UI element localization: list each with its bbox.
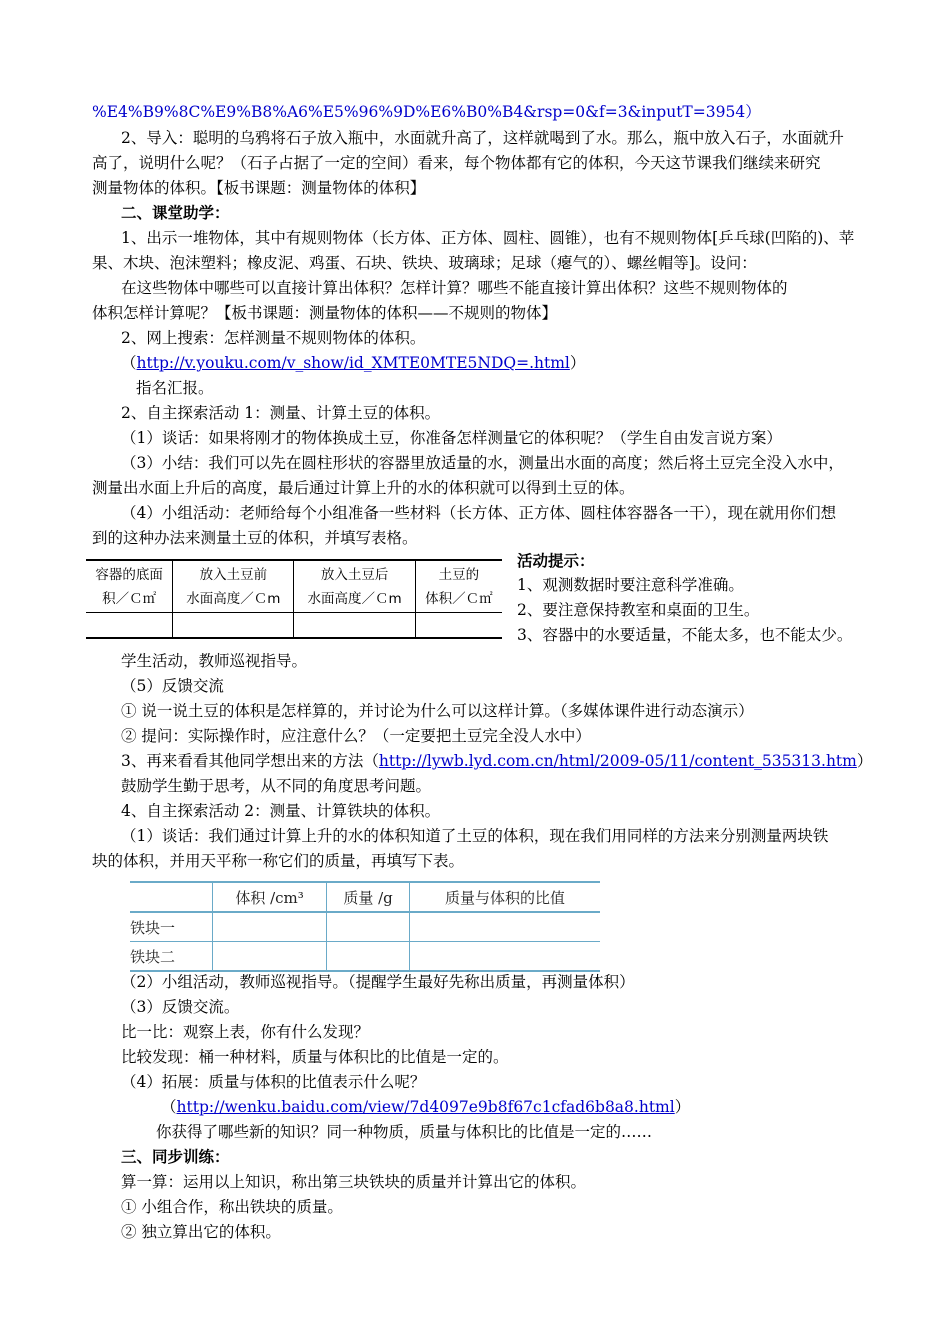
table-cell [86,613,173,639]
iron-block-table [130,881,600,972]
table-corner-cell [130,882,213,912]
lywb-link[interactable]: http://lywb.lyd.com.cn/html/2009-05/11/content_535313.htm [378,752,857,770]
paragraph-line: 2、导入：聪明的乌鸦将石子放入瓶中，水面就升高了，这样就喝到了水。那么，瓶中放入石子，水面就升 [121,129,844,147]
paren-close: ） [856,752,873,770]
paren-close: ） [569,354,586,372]
paragraph-line: 比较发现：桶一种材料，质量与体积比的比值是一定的。 [121,1048,509,1066]
paragraph-line: 块的体积，并用天平称一称它们的质量，再填写下表。 [92,852,465,870]
header-line: 土豆的 [438,566,480,583]
row-label: 铁块一 [130,912,213,942]
paragraph-line: 高了，说明什么呢？（石子占据了一定的空间）看来，每个物体都有它的体积，今天这节课我们继续来研究 [92,154,821,172]
table-header-cell: 体积 /cm³ [213,882,327,912]
paragraph-line: 到的这种办法来测量土豆的体积，并填写表格。 [92,529,418,547]
table-cell [213,942,327,972]
table-cell [410,912,601,942]
table-cell [327,942,410,972]
table-cell [327,912,410,942]
tips-item: 1、观测数据时要注意科学准确。 [517,576,744,594]
paragraph-line: 鼓励学生勤于思考，从不同的角度思考问题。 [121,777,432,795]
section-heading: 二、课堂助学： [121,203,230,222]
table-header-cell [294,560,415,613]
table-cell [294,613,415,639]
tips-title: 活动提示： [517,551,595,570]
paragraph-line: （3）小结：我们可以先在圆柱形状的容器里放适量的水，测量出水面的高度；然后将土豆完全没入水中， [121,454,844,472]
paragraph-line: 果、木块、泡沫塑料；橡皮泥、鸡蛋、石块、铁块、玻璃球；足球（瘪气的）、螺丝帽等]。设问： [92,254,757,272]
paragraph-line: 1、出示一堆物体，其中有规则物体（长方体、正方体、圆柱、圆锥），也有不规则物体[乒乓球(凹陷的)、苹 [121,229,855,247]
paragraph-line: （1）谈话：我们通过计算上升的水的体积知道了土豆的体积，现在我们用同样的方法来分别测量两块铁 [121,827,829,845]
paragraph-line: ② 独立算出它的体积。 [121,1223,281,1241]
paragraph-line: ② 提问：实际操作时，应注意什么？（一定要把土豆完全没人水中） [121,727,591,745]
table-header-cell: 质量 /g [327,882,410,912]
tips-item: 2、要注意保持教室和桌面的卫生。 [517,601,760,619]
header-line: 容器的底面 [95,566,163,583]
paragraph-line: （4）小组活动：老师给每个小组准备一些材料（长方体、正方体、圆柱体容器各一干），现在就用你们想 [121,504,837,522]
paren-close: ） [674,1098,691,1116]
paragraph-line: 你获得了哪些新的知识？同一种物质，质量与体积比的比值是一定的…… [156,1123,653,1141]
table-header-cell [173,560,294,613]
header-line: 放入土豆前 [199,566,268,583]
line-prefix: 3、再来看看其他同学想出来的方法（ [121,752,379,770]
baidu-wenku-link[interactable]: http://wenku.baidu.com/view/7d4097e9b8f67c1cfad6b8a8.html [176,1098,675,1116]
header-line: 水面高度／Ｃm [186,590,281,607]
paragraph-line: ① 小组合作，称出铁块的质量。 [121,1198,343,1216]
paren-open: （ [121,354,137,372]
paragraph-line: 2、自主探索活动 1：测量、计算土豆的体积。 [121,404,441,422]
paragraph-line: 2、网上搜索：怎样测量不规则物体的体积。 [121,329,426,347]
paren-open: （ [161,1098,177,1116]
table-header-cell [86,560,173,613]
url-continuation[interactable]: %E4%B9%8C%E9%B8%A6%E5%96%9D%E6%B0%B4&rsp=0&f=3&inputT=3954） [92,103,761,121]
header-line: 放入土豆后 [320,566,389,583]
paragraph-line: 指名汇报。 [136,379,214,397]
youku-link[interactable]: http://v.youku.com/v_show/id_XMTE0MTE5NDQ=.html [136,354,570,372]
header-line: 积／Ｃ㎡ [102,590,157,607]
paragraph-line [121,749,872,773]
table-cell [173,613,294,639]
paragraph-line: （3）反馈交流。 [121,998,240,1016]
tips-item: 3、容器中的水要适量，不能太多，也不能太少。 [517,626,853,644]
paragraph-line: 算一算：运用以上知识，称出第三块铁块的质量并计算出它的体积。 [121,1173,587,1191]
paragraph-line: （5）反馈交流 [121,677,224,695]
activity-tips [517,548,852,648]
paragraph-line: （2）小组活动，教师巡视指导。（提醒学生最好先称出质量，再测量体积） [121,973,635,991]
paragraph-line: （1）谈话：如果将刚才的物体换成土豆，你准备怎样测量它的体积呢？（学生自由发言说方案） [121,429,782,447]
paragraph-line: 4、自主探索活动 2：测量、计算铁块的体积。 [121,802,441,820]
paragraph-line: 学生活动，教师巡视指导。 [121,652,308,670]
header-line: 水面高度／Ｃm [307,590,402,607]
potato-volume-table [86,559,502,639]
paragraph-line: 测量出水面上升后的高度，最后通过计算上升的水的体积就可以得到土豆的体。 [92,479,635,497]
paragraph-line [121,351,585,375]
paragraph-line: 比一比：观察上表，你有什么发现？ [121,1023,370,1041]
table-cell [213,912,327,942]
paragraph-line: 体积怎样计算呢？【板书课题：测量物体的体积——不规则的物体】 [92,304,558,322]
table-header-cell [415,560,502,613]
paragraph-line: 测量物体的体积。【板书课题：测量物体的体积】 [92,179,426,197]
paragraph-line: ① 说一说土豆的体积是怎样算的，并讨论为什么可以这样计算。（多媒体课件进行动态演示） [121,702,754,720]
table-cell [415,613,502,639]
section-heading: 三、同步训练： [121,1147,230,1166]
table-header-cell: 质量与体积的比值 [410,882,601,912]
row-label: 铁块二 [130,942,213,972]
table-cell [410,942,601,972]
paragraph-line [161,1095,690,1119]
paragraph-line: （4）拓展：质量与体积的比值表示什么呢？ [121,1073,426,1091]
header-line: 体积／Ｃ㎡ [425,590,493,607]
paragraph-line: 在这些物体中哪些可以直接计算出体积？怎样计算？哪些不能直接计算出体积？这些不规则物体的 [121,279,788,297]
